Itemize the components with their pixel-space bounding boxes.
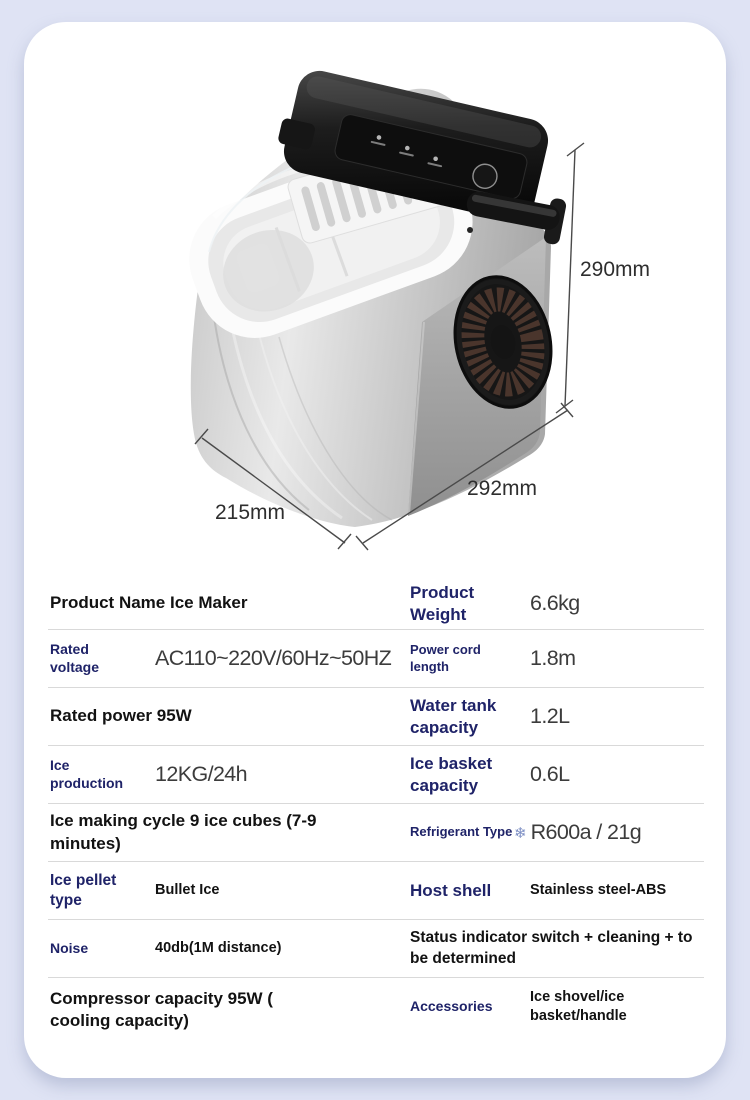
dimension-height-label: 290mm (580, 258, 651, 281)
spec-label: Accessories (410, 998, 493, 1015)
dimension-depth-label: 292mm (466, 477, 538, 500)
product-image (24, 22, 726, 574)
spec-row-pellet-type (48, 862, 704, 920)
refrigerant-icon: ❄ (514, 824, 527, 842)
spec-value: 6.6kg (530, 591, 580, 615)
spec-text: Status indicator switch + cleaning + to be determined (410, 929, 693, 967)
spec-value: Bullet Ice (155, 882, 220, 899)
spec-label: Ice production (50, 757, 124, 791)
spec-value: 0.6L (530, 762, 570, 786)
spec-text: Ice making cycle 9 ice cubes (7-9 minutes) (50, 811, 317, 853)
spec-label: Power cord length (410, 642, 481, 674)
spec-label: Water tank capacity (410, 696, 497, 737)
spec-label: Host shell (410, 880, 492, 900)
spec-value: Ice shovel/ice basket/handle (530, 989, 627, 1024)
spec-value: R600a / 21g (530, 820, 642, 844)
spec-label: Ice pellet type (50, 872, 117, 909)
spec-table (48, 578, 704, 1040)
spec-value: 1.8m (530, 646, 576, 670)
spec-row-power (48, 688, 704, 746)
spec-row-ice-production (48, 746, 704, 804)
spec-row-ice-cycle (48, 804, 704, 862)
spec-text: Rated power 95W (50, 706, 192, 726)
spec-text: Product Name Ice Maker (50, 593, 248, 613)
spec-row-voltage (48, 630, 704, 688)
spec-value: 40db(1M distance) (155, 940, 282, 957)
spec-label: Noise (50, 939, 89, 956)
spec-value: 12KG/24h (155, 762, 248, 786)
spec-text: Compressor capacity 95W ( cooling capacity) (50, 989, 273, 1031)
spec-value: 1.2L (530, 704, 570, 728)
spec-value: AC110~220V/60Hz~50HZ (155, 646, 392, 670)
spec-label: Product Weight (410, 583, 475, 624)
dimension-width-label: 215mm (214, 501, 286, 524)
ice-maker-illustration (24, 22, 726, 574)
spec-row-product-name (48, 578, 704, 630)
screw (467, 227, 473, 233)
spec-row-compressor (48, 978, 704, 1040)
spec-label: Refrigerant Type (410, 824, 513, 840)
spec-label: Rated voltage (50, 641, 100, 675)
spec-row-noise (48, 920, 704, 978)
spec-label: Ice basket capacity (410, 754, 493, 795)
spec-value: Stainless steel-ABS (530, 882, 667, 899)
product-card (24, 22, 726, 1078)
